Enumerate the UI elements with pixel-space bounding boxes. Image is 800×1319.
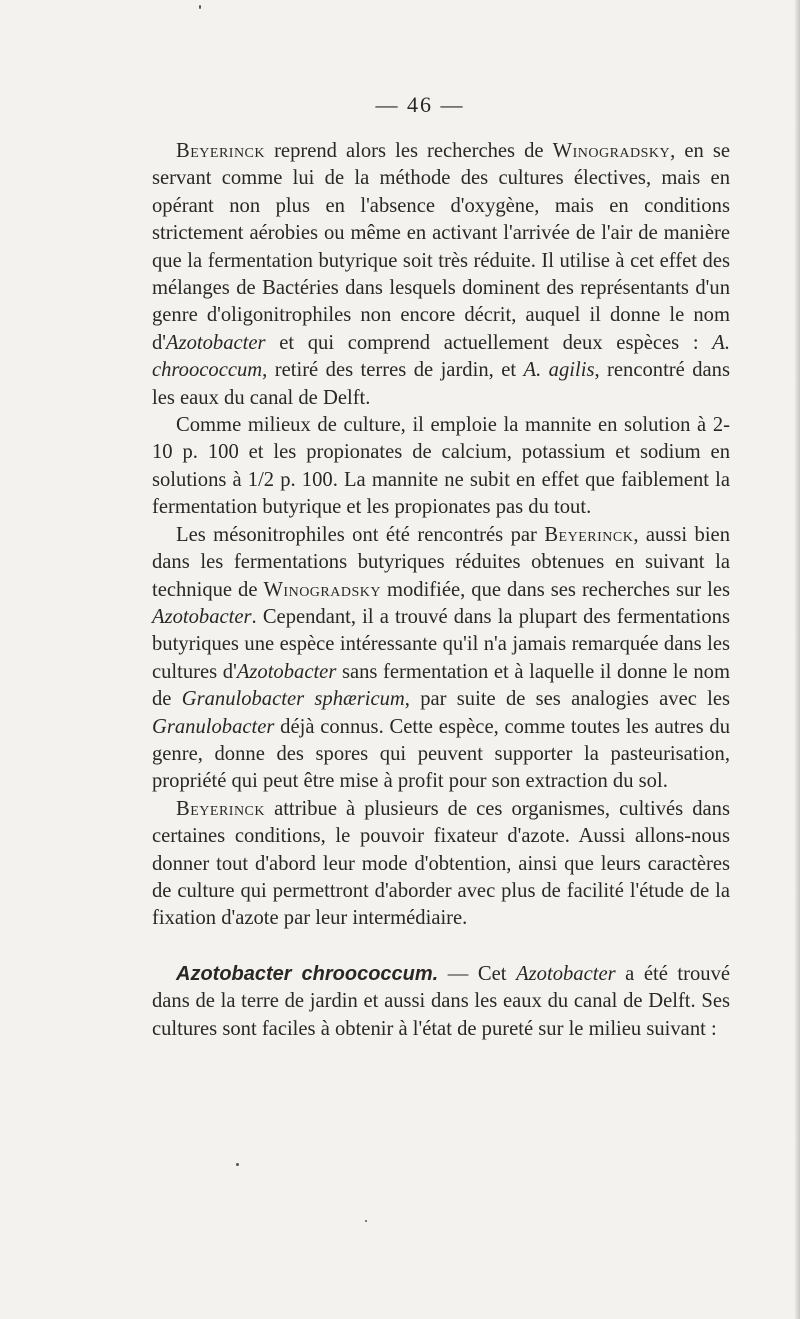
text-run: attribue à plusieurs de ces organismes, cultivés dans certaines conditions, le pouvoir fixateur d'azote. Aussi allons-nous donner tout d'abord leur mode d'obtention, ainsi que leurs caractères de culture qui permettront d'aborder avec plus de facilité l'étude de la fixation d'azote par leur intermédiaire. <box>152 797 730 930</box>
text-run: , en se servant comme lui de la méthode des cultures électives, mais en opérant non plus en l'absence d'oxygène, mais en conditions strictement aérobies ou même en activant l'arrivée de l'air de manière que la fermentation butyrique soit très réduite. Il utilise à cet effet des mélanges de Bactéries dans lesquels dominent des représentants d'un genre d'oligonitrophiles non encore décrit, auquel il donne le nom d' <box>152 140 730 354</box>
text-run: déjà connus. Cette espèce, comme toutes les autres du genre, donne des spores qui peuvent supporter la pasteurisation, propriété qui peut être mise à profit pour son extraction du sol. <box>152 715 730 793</box>
text-run: Comme milieux de culture, il emploie la mannite en solution à 2-10 p. 100 et les propionates de calcium, potassium et sodium en solutions à 1/2 p. 100. La mannite ne subit en effet que faiblement la fermentation butyrique et les propionates pas du tout. <box>152 414 730 519</box>
paper-speck <box>365 1220 367 1222</box>
author-name: Beyerinck <box>176 140 266 162</box>
paragraph-2 <box>152 412 730 522</box>
paper-speck <box>236 1163 239 1166</box>
paragraph-1 <box>152 138 730 412</box>
text-run: , retiré des terres de jardin, et <box>262 359 524 382</box>
paragraph-3 <box>152 522 730 796</box>
species-name: Granulobacter sphæricum <box>181 688 405 711</box>
text-run: Les mésonitrophiles ont été rencontrés par <box>176 523 545 546</box>
text-run: , rencontré dans les eaux du canal de Delft. <box>152 359 730 409</box>
paragraph-4 <box>152 796 730 933</box>
paragraph-5 <box>152 961 730 1043</box>
text-run: sans fermentation et à laquelle il donne le nom de <box>152 660 730 711</box>
author-name: Winogradsky <box>263 578 381 601</box>
author-name: Beyerinck <box>176 797 266 820</box>
text-run: , par suite de ses analogies avec les <box>404 688 730 711</box>
text-run: a été trouvé dans de la terre de jardin et aussi dans les eaux du canal de Delft. Ses cultures sont faciles à obtenir à l'état de pureté sur le milieu suivant : <box>152 962 731 1040</box>
paper-speck <box>199 5 201 9</box>
genus-name: Azotobacter <box>152 605 252 628</box>
genus-name: Azotobacter <box>236 660 337 683</box>
page-edge-shadow <box>794 0 800 1319</box>
text-run: . Cependant, il a trouvé dans la plupart des fermentations butyriques une espèce intéressante qu'il n'a jamais remarquée dans les cultures d' <box>152 605 730 683</box>
body-text <box>152 138 730 1043</box>
genus-name: Azotobacter <box>166 331 266 354</box>
author-name: Winogradsky <box>552 140 671 162</box>
text-run: , aussi bien dans les fermentations butyriques réduites obtenues en suivant la technique de <box>152 523 730 601</box>
section-heading: Azotobacter chroococcum. <box>176 962 439 985</box>
species-name: A. agilis <box>523 359 595 382</box>
page-number: — 46 — <box>375 92 465 117</box>
text-run: modifiée, que dans ses recherches sur les <box>380 578 730 601</box>
species-name: A. chroococcum <box>152 331 730 382</box>
text-run: — Cet <box>438 962 517 985</box>
text-run: reprend alors les recherches de <box>265 140 553 162</box>
text-run: et qui comprend actuellement deux espèces : <box>265 331 713 354</box>
genus-name: Granulobacter <box>152 715 275 738</box>
genus-name: Azotobacter <box>516 962 616 985</box>
author-name: Beyerinck <box>544 523 634 546</box>
